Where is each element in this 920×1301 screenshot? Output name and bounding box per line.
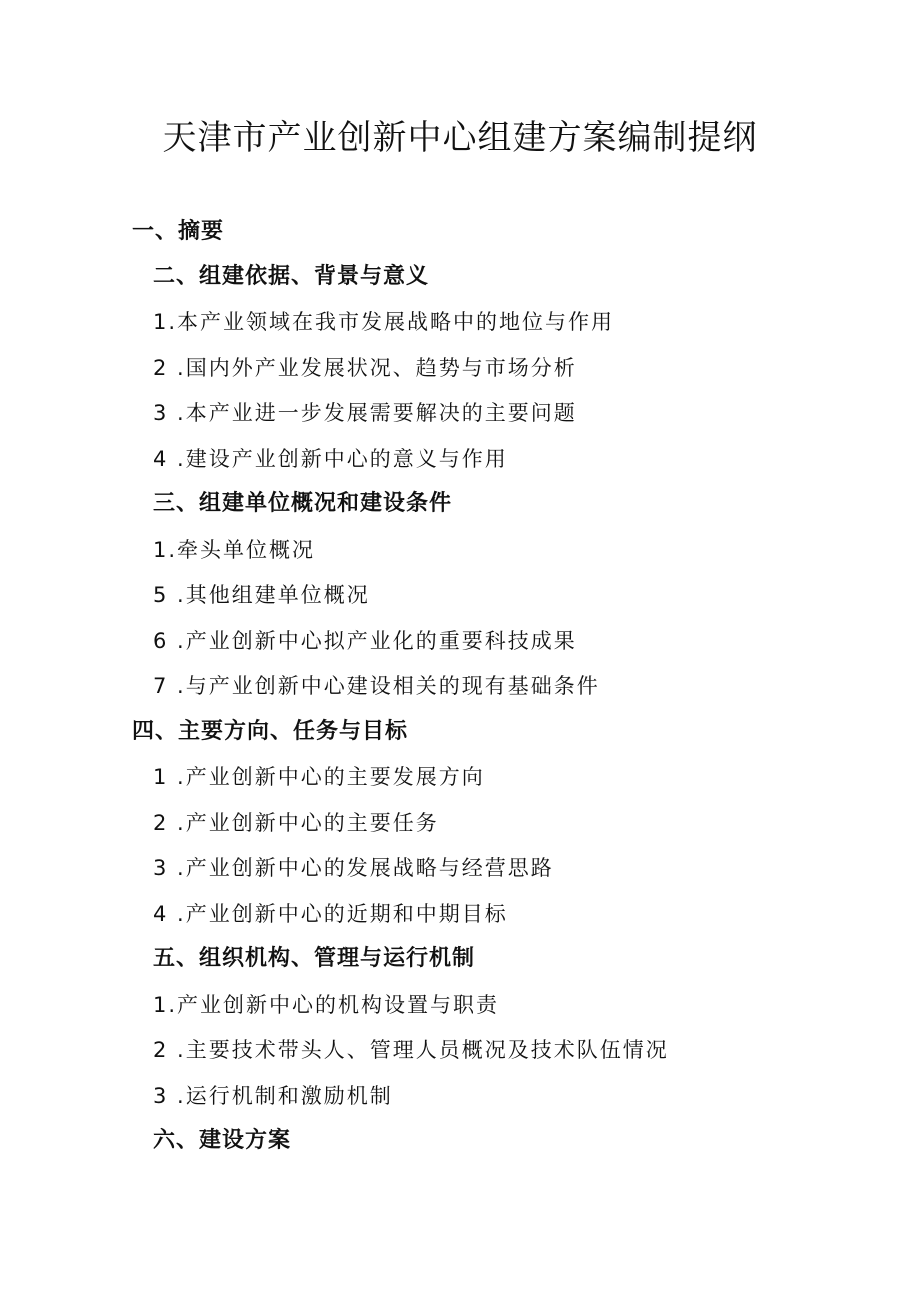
heading-management: 五、组织机构、管理与运行机制 <box>153 946 476 971</box>
outline-item: 4 .产业创新中心的近期和中期目标 <box>153 902 508 926</box>
outline-item: 2 .主要技术带头人、管理人员概况及技术队伍情况 <box>153 1038 669 1062</box>
outline-item: 6 .产业创新中心拟产业化的重要科技成果 <box>153 629 577 653</box>
outline-item: 1.产业创新中心的机构设置与职责 <box>153 993 500 1017</box>
heading-abstract: 一、摘要 <box>132 219 225 244</box>
heading-direction: 四、主要方向、任务与目标 <box>132 719 409 744</box>
heading-organization: 三、组建单位概况和建设条件 <box>153 491 453 516</box>
outline-item: 1 .产业创新中心的主要发展方向 <box>153 765 485 789</box>
outline-item: 4 .建设产业创新中心的意义与作用 <box>153 447 508 471</box>
outline-item: 2 .国内外产业发展状况、趋势与市场分析 <box>153 356 577 380</box>
outline-item: 2 .产业创新中心的主要任务 <box>153 811 439 835</box>
outline-item: 7 .与产业创新中心建设相关的现有基础条件 <box>153 674 600 698</box>
heading-basis: 二、组建依据、背景与意义 <box>153 264 430 289</box>
outline-item: 3 .运行机制和激励机制 <box>153 1084 393 1108</box>
outline-item: 3 .本产业进一步发展需要解决的主要问题 <box>153 401 577 425</box>
outline-item: 1.本产业领域在我市发展战略中的地位与作用 <box>153 310 615 334</box>
outline-item: 5 .其他组建单位概况 <box>153 583 370 607</box>
document-title: 天津市产业创新中心组建方案编制提纲 <box>162 118 758 158</box>
outline-item: 1.牵头单位概况 <box>153 538 316 562</box>
heading-construction-plan: 六、建设方案 <box>153 1128 292 1153</box>
outline-item: 3 .产业创新中心的发展战略与经营思路 <box>153 856 554 880</box>
